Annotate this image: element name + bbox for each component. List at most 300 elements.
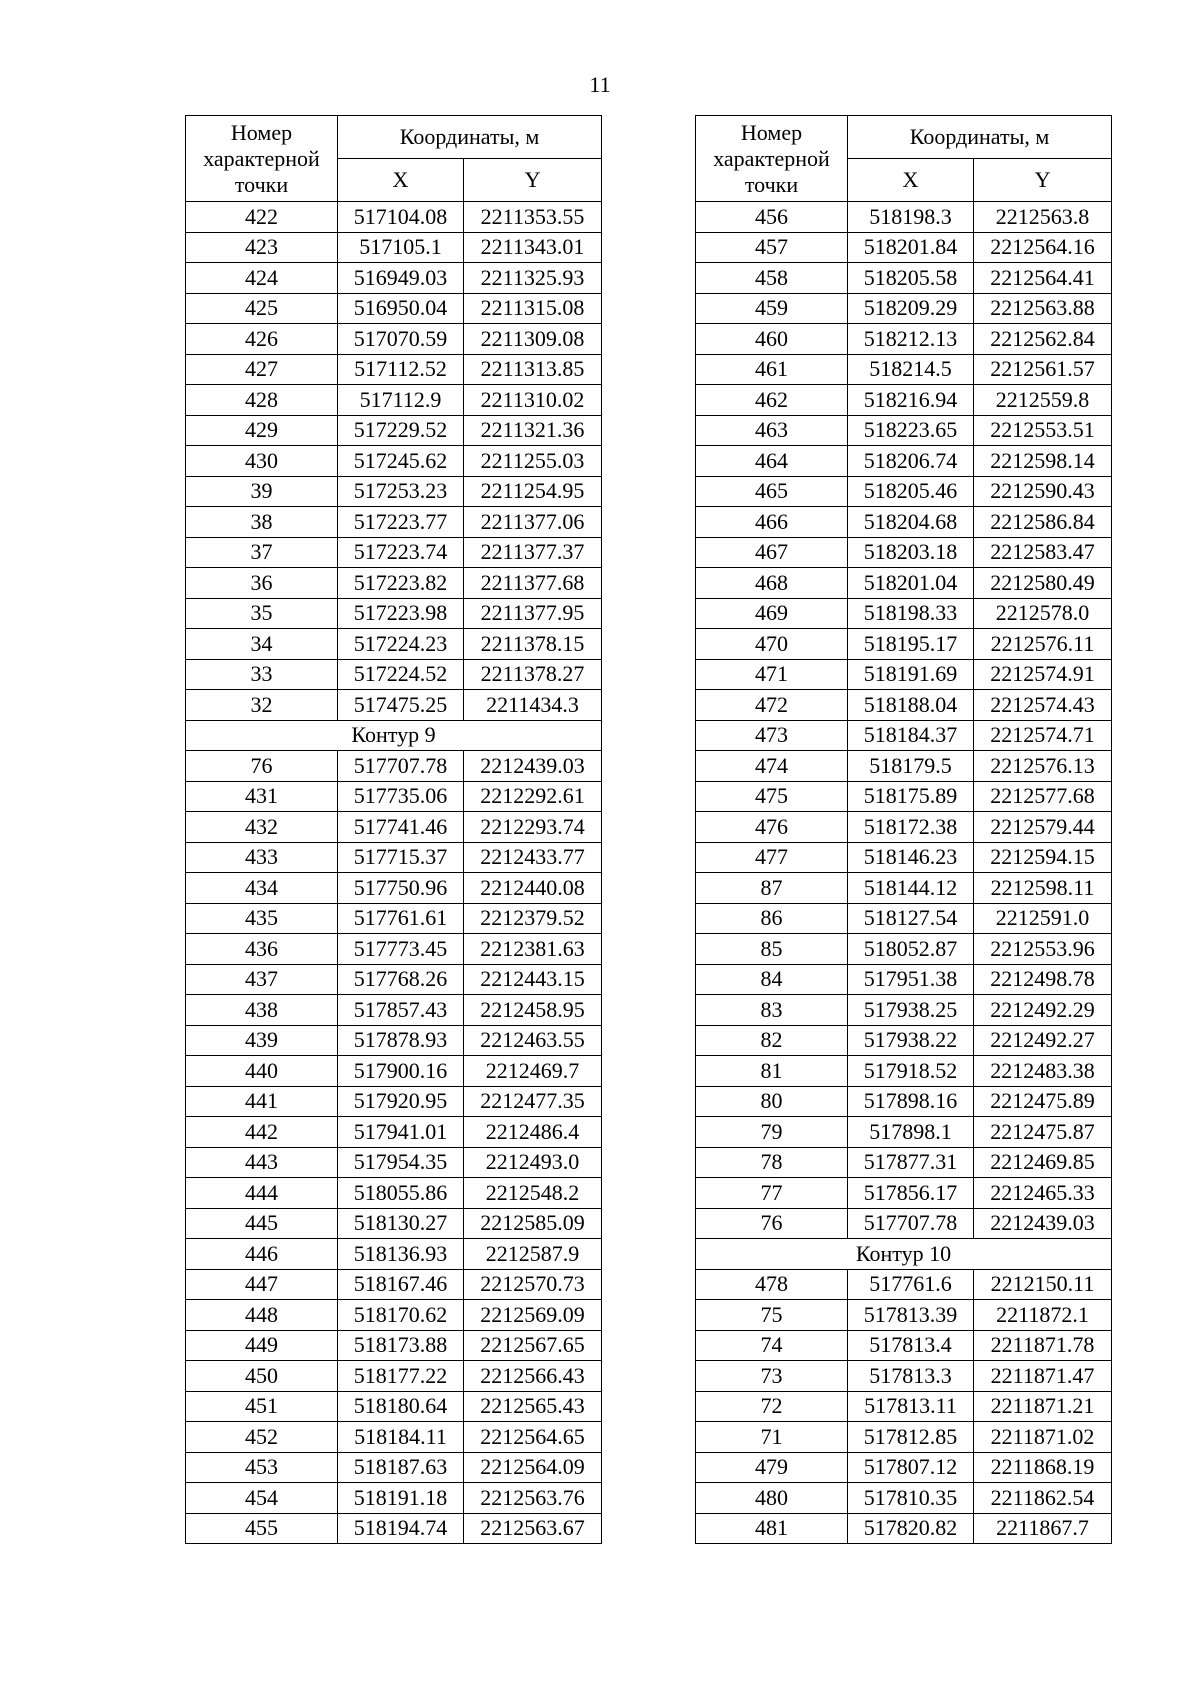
coordinates-header: Координаты, м bbox=[338, 116, 602, 159]
table-row bbox=[186, 690, 602, 721]
y-coordinate-cell: 2212475.89 bbox=[974, 1086, 1112, 1117]
x-coordinate-cell: 517812.85 bbox=[848, 1422, 974, 1453]
y-coordinate-cell: 2212598.14 bbox=[974, 446, 1112, 477]
table-row bbox=[186, 629, 602, 660]
table-row bbox=[696, 1208, 1112, 1239]
y-coordinate-cell: 2212569.09 bbox=[464, 1300, 602, 1331]
point-number-cell: 459 bbox=[696, 293, 848, 324]
table-row bbox=[696, 1269, 1112, 1300]
y-coordinate-cell: 2212574.43 bbox=[974, 690, 1112, 721]
table-row bbox=[186, 1269, 602, 1300]
point-number-cell: 432 bbox=[186, 812, 338, 843]
point-number-cell: 79 bbox=[696, 1117, 848, 1148]
x-coordinate-cell: 518212.13 bbox=[848, 324, 974, 355]
point-number-cell: 464 bbox=[696, 446, 848, 477]
table-row bbox=[696, 598, 1112, 629]
y-coordinate-cell: 2212564.65 bbox=[464, 1422, 602, 1453]
table-row bbox=[186, 1300, 602, 1331]
y-coordinate-cell: 2212598.11 bbox=[974, 873, 1112, 904]
table-row bbox=[186, 1330, 602, 1361]
point-number-cell: 72 bbox=[696, 1391, 848, 1422]
y-coordinate-cell: 2212150.11 bbox=[974, 1269, 1112, 1300]
y-coordinate-cell: 2212563.67 bbox=[464, 1513, 602, 1544]
table-row bbox=[696, 1117, 1112, 1148]
point-number-cell: 430 bbox=[186, 446, 338, 477]
table-row bbox=[696, 415, 1112, 446]
y-coordinate-cell: 2212563.8 bbox=[974, 202, 1112, 233]
table-row bbox=[696, 1086, 1112, 1117]
x-coordinate-cell: 517810.35 bbox=[848, 1483, 974, 1514]
point-number-cell: 73 bbox=[696, 1361, 848, 1392]
y-coordinate-cell: 2211343.01 bbox=[464, 232, 602, 263]
table-row bbox=[696, 903, 1112, 934]
x-coordinate-cell: 517741.46 bbox=[338, 812, 464, 843]
x-coordinate-cell: 517761.61 bbox=[338, 903, 464, 934]
table-row bbox=[696, 1513, 1112, 1544]
point-number-cell: 82 bbox=[696, 1025, 848, 1056]
point-number-cell: 32 bbox=[186, 690, 338, 721]
y-coordinate-cell: 2212483.38 bbox=[974, 1056, 1112, 1087]
x-coordinate-cell: 517245.62 bbox=[338, 446, 464, 477]
table-row bbox=[696, 476, 1112, 507]
table-row bbox=[186, 842, 602, 873]
y-coordinate-cell: 2212379.52 bbox=[464, 903, 602, 934]
table-row bbox=[186, 202, 602, 233]
table-row bbox=[186, 293, 602, 324]
y-coordinate-cell: 2212563.76 bbox=[464, 1483, 602, 1514]
y-coordinate-cell: 2212493.0 bbox=[464, 1147, 602, 1178]
x-coordinate-cell: 518144.12 bbox=[848, 873, 974, 904]
x-coordinate-cell: 518198.3 bbox=[848, 202, 974, 233]
point-number-cell: 438 bbox=[186, 995, 338, 1026]
point-number-cell: 456 bbox=[696, 202, 848, 233]
y-coordinate-cell: 2212591.0 bbox=[974, 903, 1112, 934]
point-number-cell: 443 bbox=[186, 1147, 338, 1178]
table-row bbox=[186, 1117, 602, 1148]
y-coordinate-cell: 2212439.03 bbox=[464, 751, 602, 782]
y-coordinate-cell: 2212576.11 bbox=[974, 629, 1112, 660]
y-coordinate-cell: 2211871.21 bbox=[974, 1391, 1112, 1422]
point-number-cell: 466 bbox=[696, 507, 848, 538]
table-row bbox=[186, 1239, 602, 1270]
table-row bbox=[696, 1483, 1112, 1514]
x-coordinate-cell: 518209.29 bbox=[848, 293, 974, 324]
point-number-cell: 465 bbox=[696, 476, 848, 507]
point-number-cell: 442 bbox=[186, 1117, 338, 1148]
x-coordinate-cell: 518216.94 bbox=[848, 385, 974, 416]
table-row bbox=[186, 476, 602, 507]
table-row bbox=[696, 629, 1112, 660]
y-header: Y bbox=[974, 159, 1112, 202]
point-number-cell: 446 bbox=[186, 1239, 338, 1270]
table-row bbox=[186, 415, 602, 446]
y-coordinate-cell: 2212580.49 bbox=[974, 568, 1112, 599]
table-row bbox=[696, 964, 1112, 995]
table-row bbox=[186, 324, 602, 355]
x-coordinate-cell: 517820.82 bbox=[848, 1513, 974, 1544]
table-row bbox=[696, 1422, 1112, 1453]
point-number-cell: 35 bbox=[186, 598, 338, 629]
table-row bbox=[186, 1208, 602, 1239]
y-coordinate-cell: 2212577.68 bbox=[974, 781, 1112, 812]
table-row bbox=[696, 934, 1112, 965]
x-coordinate-cell: 518191.69 bbox=[848, 659, 974, 690]
y-coordinate-cell: 2211325.93 bbox=[464, 263, 602, 294]
y-coordinate-cell: 2212475.87 bbox=[974, 1117, 1112, 1148]
point-number-cell: 422 bbox=[186, 202, 338, 233]
table-row bbox=[186, 354, 602, 385]
x-coordinate-cell: 517813.39 bbox=[848, 1300, 974, 1331]
table-row bbox=[696, 690, 1112, 721]
x-coordinate-cell: 518223.65 bbox=[848, 415, 974, 446]
x-coordinate-cell: 517112.52 bbox=[338, 354, 464, 385]
table-row bbox=[186, 1483, 602, 1514]
x-coordinate-cell: 518172.38 bbox=[848, 812, 974, 843]
table-row bbox=[186, 1178, 602, 1209]
y-coordinate-cell: 2212590.43 bbox=[974, 476, 1112, 507]
y-coordinate-cell: 2212498.78 bbox=[974, 964, 1112, 995]
x-coordinate-cell: 516949.03 bbox=[338, 263, 464, 294]
point-number-cell: 423 bbox=[186, 232, 338, 263]
table-row bbox=[696, 568, 1112, 599]
point-number-cell: 478 bbox=[696, 1269, 848, 1300]
y-header: Y bbox=[464, 159, 602, 202]
table-row bbox=[186, 1452, 602, 1483]
point-number-cell: 445 bbox=[186, 1208, 338, 1239]
point-number-cell: 458 bbox=[696, 263, 848, 294]
point-number-cell: 451 bbox=[186, 1391, 338, 1422]
point-number-cell: 39 bbox=[186, 476, 338, 507]
y-coordinate-cell: 2212492.29 bbox=[974, 995, 1112, 1026]
x-coordinate-cell: 517104.08 bbox=[338, 202, 464, 233]
table-row bbox=[696, 1391, 1112, 1422]
point-number-cell: 34 bbox=[186, 629, 338, 660]
y-coordinate-cell: 2212553.51 bbox=[974, 415, 1112, 446]
point-number-cell: 439 bbox=[186, 1025, 338, 1056]
x-coordinate-cell: 518167.46 bbox=[338, 1269, 464, 1300]
point-number-cell: 80 bbox=[696, 1086, 848, 1117]
y-coordinate-cell: 2211321.36 bbox=[464, 415, 602, 446]
point-number-cell: 461 bbox=[696, 354, 848, 385]
x-coordinate-cell: 517761.6 bbox=[848, 1269, 974, 1300]
y-coordinate-cell: 2212548.2 bbox=[464, 1178, 602, 1209]
x-coordinate-cell: 517224.23 bbox=[338, 629, 464, 660]
y-coordinate-cell: 2212563.88 bbox=[974, 293, 1112, 324]
point-number-cell: 467 bbox=[696, 537, 848, 568]
x-coordinate-cell: 517223.74 bbox=[338, 537, 464, 568]
y-coordinate-cell: 2212469.7 bbox=[464, 1056, 602, 1087]
x-coordinate-cell: 517773.45 bbox=[338, 934, 464, 965]
table-row bbox=[696, 1056, 1112, 1087]
table-row bbox=[696, 446, 1112, 477]
table-row bbox=[696, 1330, 1112, 1361]
x-coordinate-cell: 517112.9 bbox=[338, 385, 464, 416]
table-row bbox=[186, 1361, 602, 1392]
x-coordinate-cell: 518127.54 bbox=[848, 903, 974, 934]
point-number-cell: 472 bbox=[696, 690, 848, 721]
point-number-cell: 424 bbox=[186, 263, 338, 294]
point-number-cell: 78 bbox=[696, 1147, 848, 1178]
table-row bbox=[696, 507, 1112, 538]
x-coordinate-cell: 518201.04 bbox=[848, 568, 974, 599]
point-number-cell: 85 bbox=[696, 934, 848, 965]
point-number-cell: 77 bbox=[696, 1178, 848, 1209]
point-number-cell: 436 bbox=[186, 934, 338, 965]
table-row bbox=[186, 1391, 602, 1422]
x-coordinate-cell: 517707.78 bbox=[848, 1208, 974, 1239]
point-number-cell: 455 bbox=[186, 1513, 338, 1544]
table-row bbox=[696, 873, 1112, 904]
contour-row bbox=[696, 1239, 1112, 1270]
point-number-cell: 81 bbox=[696, 1056, 848, 1087]
point-number-cell: 452 bbox=[186, 1422, 338, 1453]
table-row bbox=[696, 1178, 1112, 1209]
contour-label: Контур 9 bbox=[186, 720, 602, 751]
table-row bbox=[696, 324, 1112, 355]
point-number-cell: 437 bbox=[186, 964, 338, 995]
table-row bbox=[186, 1056, 602, 1087]
point-number-cell: 429 bbox=[186, 415, 338, 446]
y-coordinate-cell: 2212594.15 bbox=[974, 842, 1112, 873]
x-coordinate-cell: 517898.1 bbox=[848, 1117, 974, 1148]
y-coordinate-cell: 2211353.55 bbox=[464, 202, 602, 233]
point-number-cell: 75 bbox=[696, 1300, 848, 1331]
table-row bbox=[186, 1422, 602, 1453]
point-number-cell: 457 bbox=[696, 232, 848, 263]
y-coordinate-cell: 2212576.13 bbox=[974, 751, 1112, 782]
point-number-cell: 425 bbox=[186, 293, 338, 324]
table-row bbox=[696, 1452, 1112, 1483]
y-coordinate-cell: 2212292.61 bbox=[464, 781, 602, 812]
x-coordinate-cell: 517750.96 bbox=[338, 873, 464, 904]
x-coordinate-cell: 517951.38 bbox=[848, 964, 974, 995]
y-coordinate-cell: 2211377.68 bbox=[464, 568, 602, 599]
x-coordinate-cell: 517223.98 bbox=[338, 598, 464, 629]
point-number-cell: 449 bbox=[186, 1330, 338, 1361]
x-coordinate-cell: 517941.01 bbox=[338, 1117, 464, 1148]
y-coordinate-cell: 2211309.08 bbox=[464, 324, 602, 355]
point-number-header: Номер характерной точки bbox=[186, 116, 338, 202]
table-row bbox=[696, 1147, 1112, 1178]
table-row bbox=[186, 995, 602, 1026]
point-number-cell: 463 bbox=[696, 415, 848, 446]
y-coordinate-cell: 2212553.96 bbox=[974, 934, 1112, 965]
x-coordinate-cell: 518198.33 bbox=[848, 598, 974, 629]
point-number-cell: 474 bbox=[696, 751, 848, 782]
table-row bbox=[186, 751, 602, 782]
page-number: 11 bbox=[589, 72, 611, 97]
x-coordinate-cell: 516950.04 bbox=[338, 293, 464, 324]
x-coordinate-cell: 517807.12 bbox=[848, 1452, 974, 1483]
x-coordinate-cell: 518146.23 bbox=[848, 842, 974, 873]
table-row bbox=[186, 1147, 602, 1178]
table-row bbox=[696, 385, 1112, 416]
table-row bbox=[696, 1361, 1112, 1392]
y-coordinate-cell: 2212486.4 bbox=[464, 1117, 602, 1148]
y-coordinate-cell: 2212567.65 bbox=[464, 1330, 602, 1361]
y-coordinate-cell: 2212469.85 bbox=[974, 1147, 1112, 1178]
point-number-cell: 83 bbox=[696, 995, 848, 1026]
point-number-cell: 76 bbox=[696, 1208, 848, 1239]
x-header: X bbox=[338, 159, 464, 202]
y-coordinate-cell: 2212586.84 bbox=[974, 507, 1112, 538]
table-row bbox=[696, 232, 1112, 263]
x-coordinate-cell: 517878.93 bbox=[338, 1025, 464, 1056]
x-coordinate-cell: 517954.35 bbox=[338, 1147, 464, 1178]
y-coordinate-cell: 2211862.54 bbox=[974, 1483, 1112, 1514]
table-row bbox=[186, 873, 602, 904]
coordinates-header: Координаты, м bbox=[848, 116, 1112, 159]
x-coordinate-cell: 517223.77 bbox=[338, 507, 464, 538]
y-coordinate-cell: 2212578.0 bbox=[974, 598, 1112, 629]
table-row bbox=[696, 842, 1112, 873]
x-coordinate-cell: 517253.23 bbox=[338, 476, 464, 507]
x-coordinate-cell: 518184.11 bbox=[338, 1422, 464, 1453]
point-number-cell: 481 bbox=[696, 1513, 848, 1544]
y-coordinate-cell: 2211871.78 bbox=[974, 1330, 1112, 1361]
point-number-cell: 434 bbox=[186, 873, 338, 904]
x-coordinate-cell: 518179.5 bbox=[848, 751, 974, 782]
y-coordinate-cell: 2211378.15 bbox=[464, 629, 602, 660]
y-coordinate-cell: 2212583.47 bbox=[974, 537, 1112, 568]
coordinates-table-left bbox=[185, 115, 602, 1544]
x-coordinate-cell: 518214.5 bbox=[848, 354, 974, 385]
point-number-cell: 440 bbox=[186, 1056, 338, 1087]
y-coordinate-cell: 2212566.43 bbox=[464, 1361, 602, 1392]
x-coordinate-cell: 517768.26 bbox=[338, 964, 464, 995]
contour-row bbox=[186, 720, 602, 751]
table-row bbox=[696, 537, 1112, 568]
point-number-cell: 469 bbox=[696, 598, 848, 629]
x-coordinate-cell: 518203.18 bbox=[848, 537, 974, 568]
point-number-cell: 74 bbox=[696, 1330, 848, 1361]
x-coordinate-cell: 517938.22 bbox=[848, 1025, 974, 1056]
y-coordinate-cell: 2212564.41 bbox=[974, 263, 1112, 294]
y-coordinate-cell: 2211313.85 bbox=[464, 354, 602, 385]
x-coordinate-cell: 517918.52 bbox=[848, 1056, 974, 1087]
point-number-cell: 479 bbox=[696, 1452, 848, 1483]
y-coordinate-cell: 2211871.02 bbox=[974, 1422, 1112, 1453]
table-row bbox=[696, 751, 1112, 782]
x-coordinate-cell: 518206.74 bbox=[848, 446, 974, 477]
table-row bbox=[696, 720, 1112, 751]
x-coordinate-cell: 517223.82 bbox=[338, 568, 464, 599]
y-coordinate-cell: 2212570.73 bbox=[464, 1269, 602, 1300]
point-number-cell: 448 bbox=[186, 1300, 338, 1331]
x-coordinate-cell: 517229.52 bbox=[338, 415, 464, 446]
point-number-cell: 36 bbox=[186, 568, 338, 599]
x-coordinate-cell: 518130.27 bbox=[338, 1208, 464, 1239]
x-coordinate-cell: 517898.16 bbox=[848, 1086, 974, 1117]
point-number-cell: 444 bbox=[186, 1178, 338, 1209]
table-row bbox=[186, 507, 602, 538]
y-coordinate-cell: 2212381.63 bbox=[464, 934, 602, 965]
table-row bbox=[186, 781, 602, 812]
y-coordinate-cell: 2212440.08 bbox=[464, 873, 602, 904]
table-row bbox=[186, 385, 602, 416]
table-row bbox=[186, 934, 602, 965]
point-number-cell: 453 bbox=[186, 1452, 338, 1483]
x-coordinate-cell: 517857.43 bbox=[338, 995, 464, 1026]
point-number-cell: 428 bbox=[186, 385, 338, 416]
point-number-cell: 473 bbox=[696, 720, 848, 751]
x-coordinate-cell: 518170.62 bbox=[338, 1300, 464, 1331]
table-row bbox=[186, 1086, 602, 1117]
x-coordinate-cell: 517900.16 bbox=[338, 1056, 464, 1087]
y-coordinate-cell: 2212561.57 bbox=[974, 354, 1112, 385]
y-coordinate-cell: 2212574.71 bbox=[974, 720, 1112, 751]
point-number-cell: 468 bbox=[696, 568, 848, 599]
x-coordinate-cell: 517715.37 bbox=[338, 842, 464, 873]
y-coordinate-cell: 2212587.9 bbox=[464, 1239, 602, 1270]
y-coordinate-cell: 2211315.08 bbox=[464, 293, 602, 324]
y-coordinate-cell: 2212293.74 bbox=[464, 812, 602, 843]
point-number-cell: 433 bbox=[186, 842, 338, 873]
y-coordinate-cell: 2212559.8 bbox=[974, 385, 1112, 416]
y-coordinate-cell: 2211872.1 bbox=[974, 1300, 1112, 1331]
y-coordinate-cell: 2211377.95 bbox=[464, 598, 602, 629]
point-number-cell: 76 bbox=[186, 751, 338, 782]
x-coordinate-cell: 517877.31 bbox=[848, 1147, 974, 1178]
x-coordinate-cell: 517856.17 bbox=[848, 1178, 974, 1209]
y-coordinate-cell: 2212564.16 bbox=[974, 232, 1112, 263]
point-number-cell: 38 bbox=[186, 507, 338, 538]
point-number-cell: 450 bbox=[186, 1361, 338, 1392]
point-number-cell: 33 bbox=[186, 659, 338, 690]
y-coordinate-cell: 2212443.15 bbox=[464, 964, 602, 995]
table-row bbox=[186, 232, 602, 263]
point-number-cell: 435 bbox=[186, 903, 338, 934]
table-row bbox=[186, 598, 602, 629]
point-number-cell: 470 bbox=[696, 629, 848, 660]
point-number-cell: 477 bbox=[696, 842, 848, 873]
table-row bbox=[186, 263, 602, 294]
x-coordinate-cell: 518205.58 bbox=[848, 263, 974, 294]
x-coordinate-cell: 517105.1 bbox=[338, 232, 464, 263]
table-body bbox=[186, 202, 602, 1544]
y-coordinate-cell: 2211434.3 bbox=[464, 690, 602, 721]
y-coordinate-cell: 2212579.44 bbox=[974, 812, 1112, 843]
y-coordinate-cell: 2212564.09 bbox=[464, 1452, 602, 1483]
coordinates-table-right bbox=[695, 115, 1112, 1544]
y-coordinate-cell: 2212463.55 bbox=[464, 1025, 602, 1056]
x-coordinate-cell: 518180.64 bbox=[338, 1391, 464, 1422]
table-row bbox=[696, 263, 1112, 294]
point-number-cell: 475 bbox=[696, 781, 848, 812]
x-coordinate-cell: 517224.52 bbox=[338, 659, 464, 690]
point-number-cell: 37 bbox=[186, 537, 338, 568]
table-row bbox=[696, 202, 1112, 233]
y-coordinate-cell: 2212477.35 bbox=[464, 1086, 602, 1117]
y-coordinate-cell: 2212562.84 bbox=[974, 324, 1112, 355]
point-number-cell: 431 bbox=[186, 781, 338, 812]
x-coordinate-cell: 518173.88 bbox=[338, 1330, 464, 1361]
table-row bbox=[696, 1025, 1112, 1056]
point-number-cell: 86 bbox=[696, 903, 848, 934]
point-number-cell: 454 bbox=[186, 1483, 338, 1514]
point-number-cell: 426 bbox=[186, 324, 338, 355]
x-coordinate-cell: 518205.46 bbox=[848, 476, 974, 507]
x-coordinate-cell: 518052.87 bbox=[848, 934, 974, 965]
point-number-header: Номер характерной точки bbox=[696, 116, 848, 202]
x-coordinate-cell: 517735.06 bbox=[338, 781, 464, 812]
x-coordinate-cell: 518055.86 bbox=[338, 1178, 464, 1209]
y-coordinate-cell: 2212458.95 bbox=[464, 995, 602, 1026]
y-coordinate-cell: 2212585.09 bbox=[464, 1208, 602, 1239]
table-row bbox=[696, 995, 1112, 1026]
table-row bbox=[186, 964, 602, 995]
contour-label: Контур 10 bbox=[696, 1239, 1112, 1270]
